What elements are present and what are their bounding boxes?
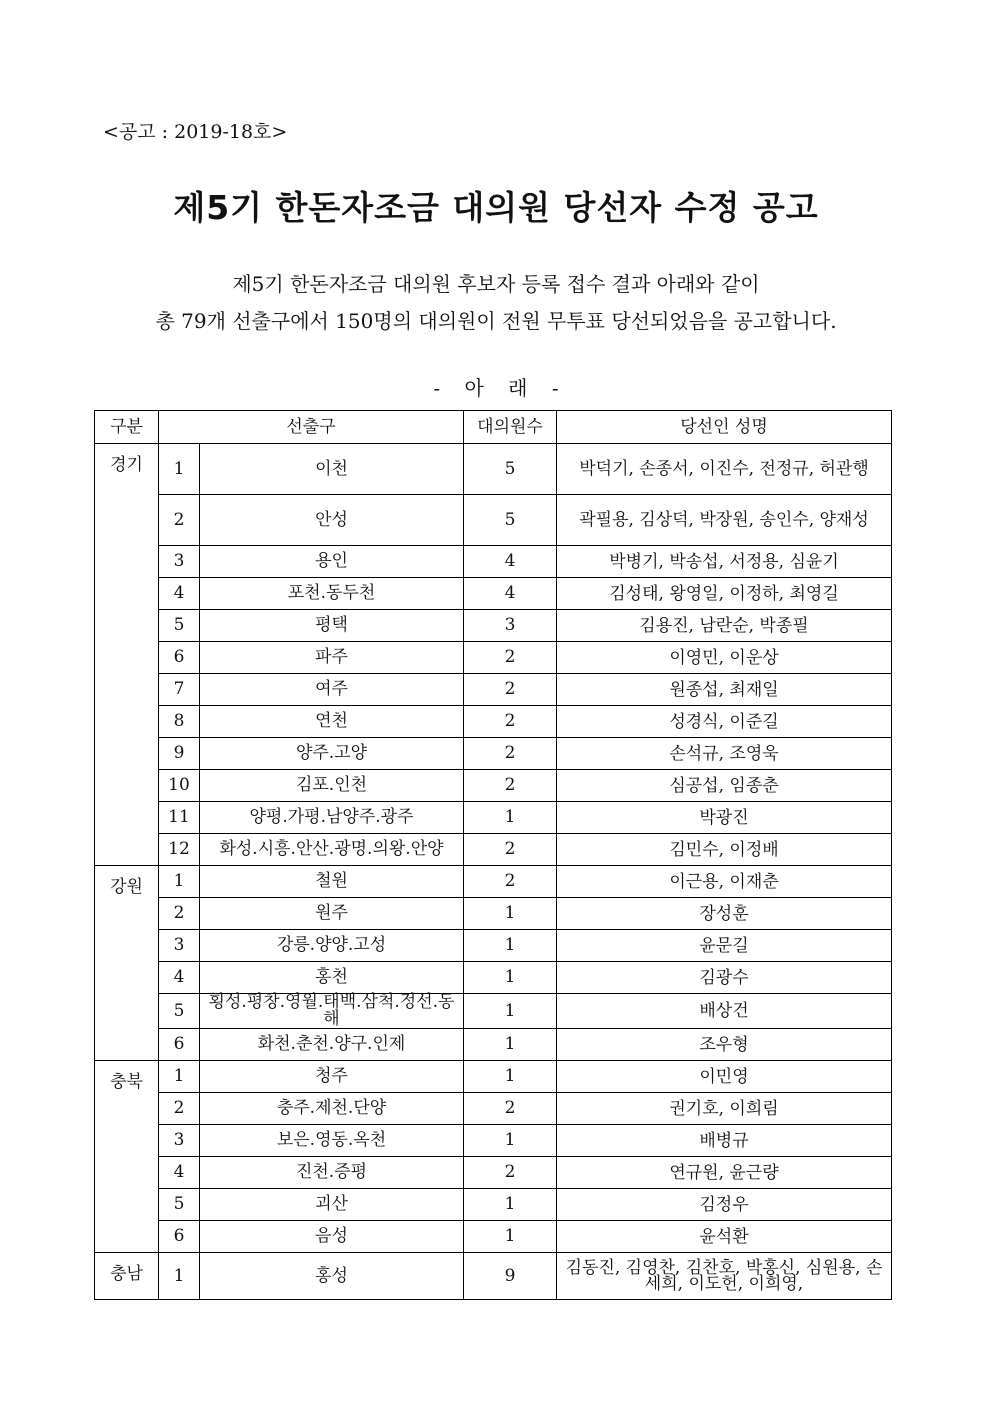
names-cell: 이민영 [557,1061,892,1093]
table-row [95,738,892,770]
row-number: 4 [159,578,200,610]
count-cell: 1 [464,1221,557,1253]
table-body [95,444,892,1300]
district-cell: 연천 [200,706,464,738]
district-cell: 진천.증평 [200,1157,464,1189]
table-row [95,495,892,546]
names-cell: 김광수 [557,962,892,994]
row-number: 8 [159,706,200,738]
table-row [95,674,892,706]
district-cell: 여주 [200,674,464,706]
header-district: 선출구 [159,411,464,444]
table-row [95,642,892,674]
count-cell: 1 [464,1029,557,1061]
row-number: 6 [159,642,200,674]
row-number: 12 [159,834,200,866]
district-cell: 화성.시흥.안산.광명.의왕.안양 [200,834,464,866]
row-number: 2 [159,495,200,546]
district-cell: 안성 [200,495,464,546]
count-cell: 5 [464,495,557,546]
count-cell: 1 [464,898,557,930]
table-row [95,866,892,898]
names-cell: 박덕기, 손종서, 이진수, 전정규, 허관행 [557,444,892,495]
district-cell: 음성 [200,1221,464,1253]
district-cell: 철원 [200,866,464,898]
names-cell: 연규원, 윤근량 [557,1157,892,1189]
count-cell: 2 [464,1093,557,1125]
names-cell: 김민수, 이정배 [557,834,892,866]
table-row [95,444,892,495]
district-cell: 보은.영동.옥천 [200,1125,464,1157]
district-cell: 원주 [200,898,464,930]
row-number: 1 [159,1061,200,1093]
count-cell: 2 [464,1157,557,1189]
table-row [95,1093,892,1125]
names-cell: 김정우 [557,1189,892,1221]
names-cell: 배병규 [557,1125,892,1157]
count-cell: 1 [464,930,557,962]
count-cell: 1 [464,962,557,994]
count-cell: 2 [464,706,557,738]
district-cell: 양평.가평.남양주.광주 [200,802,464,834]
district-cell: 용인 [200,546,464,578]
count-cell: 4 [464,578,557,610]
district-cell: 충주.제천.단양 [200,1093,464,1125]
count-cell: 2 [464,770,557,802]
document-title: 제5기 한돈자조금 대의원 당선자 수정 공고 [173,188,819,227]
table-row [95,1221,892,1253]
names-cell: 손석규, 조영욱 [557,738,892,770]
row-number: 1 [159,444,200,495]
names-cell: 박병기, 박송섭, 서정용, 심윤기 [557,546,892,578]
district-cell: 김포.인천 [200,770,464,802]
names-cell: 배상건 [557,994,892,1029]
row-number: 11 [159,802,200,834]
count-cell: 2 [464,642,557,674]
district-cell: 청주 [200,1061,464,1093]
row-number: 2 [159,1093,200,1125]
row-number: 5 [159,610,200,642]
row-number: 5 [159,1189,200,1221]
intro-line-1: 제5기 한돈자조금 대의원 후보자 등록 접수 결과 아래와 같이 [232,272,760,296]
row-number: 7 [159,674,200,706]
row-number: 3 [159,546,200,578]
count-cell: 3 [464,610,557,642]
count-cell: 1 [464,1125,557,1157]
district-cell: 횡성.평창.영월.태백.삼척.정선.동해 [200,994,464,1029]
names-cell: 권기호, 이희림 [557,1093,892,1125]
names-cell: 윤문길 [557,930,892,962]
names-cell: 박광진 [557,802,892,834]
row-number: 5 [159,994,200,1029]
table-row [95,546,892,578]
table-row [95,610,892,642]
names-cell: 심공섭, 임종춘 [557,770,892,802]
names-cell: 조우형 [557,1029,892,1061]
count-cell: 2 [464,866,557,898]
names-cell: 이근용, 이재춘 [557,866,892,898]
district-cell: 괴산 [200,1189,464,1221]
table-row [95,802,892,834]
names-cell: 원종섭, 최재일 [557,674,892,706]
names-cell: 김성태, 왕영일, 이정하, 최영길 [557,578,892,610]
table-row [95,706,892,738]
district-cell: 파주 [200,642,464,674]
names-cell: 김용진, 남란순, 박종필 [557,610,892,642]
table-row [95,834,892,866]
row-number: 9 [159,738,200,770]
count-cell: 1 [464,994,557,1029]
table-row [95,1029,892,1061]
district-cell: 포천.동두천 [200,578,464,610]
names-cell: 김동진, 김영찬, 김찬호, 박홍신, 심원용, 손세희, 이도헌, 이희영, [557,1253,892,1300]
header-count: 대의원수 [464,411,557,444]
count-cell: 4 [464,546,557,578]
intro-line-2: 총 79개 선출구에서 150명의 대의원이 전원 무투표 당선되었음을 공고합니다. [155,309,837,333]
count-cell: 1 [464,802,557,834]
district-cell: 양주.고양 [200,738,464,770]
results-table [94,410,892,1300]
count-cell: 2 [464,834,557,866]
table-header-row [95,411,892,444]
table-row [95,1061,892,1093]
row-number: 1 [159,1253,200,1300]
row-number: 4 [159,962,200,994]
names-cell: 윤석환 [557,1221,892,1253]
table-row [95,1253,892,1300]
header-names: 당선인 성명 [557,411,892,444]
count-cell: 1 [464,1189,557,1221]
table-row [95,930,892,962]
table-row [95,994,892,1029]
region-cell: 경기 [95,444,159,866]
count-cell: 2 [464,738,557,770]
row-number: 1 [159,866,200,898]
district-cell: 평택 [200,610,464,642]
district-cell: 홍성 [200,1253,464,1300]
district-cell: 강릉.양양.고성 [200,930,464,962]
below-marker: - 아 래 - [433,376,559,400]
region-cell: 충남 [95,1253,159,1300]
table-row [95,1157,892,1189]
row-number: 3 [159,1125,200,1157]
row-number: 4 [159,1157,200,1189]
district-cell: 이천 [200,444,464,495]
names-cell: 곽필용, 김상덕, 박장원, 송인수, 양재성 [557,495,892,546]
row-number: 2 [159,898,200,930]
table-row [95,962,892,994]
region-cell: 충북 [95,1061,159,1253]
table-row [95,898,892,930]
district-cell: 홍천 [200,962,464,994]
region-cell: 강원 [95,866,159,1061]
row-number: 6 [159,1221,200,1253]
count-cell: 1 [464,1061,557,1093]
names-cell: 성경식, 이준길 [557,706,892,738]
row-number: 10 [159,770,200,802]
header-division: 구분 [95,411,159,444]
count-cell: 2 [464,674,557,706]
notice-number: <공고 : 2019-18호> [103,121,288,143]
table-row [95,1189,892,1221]
district-cell: 화천.춘천.양구.인제 [200,1029,464,1061]
row-number: 3 [159,930,200,962]
count-cell: 9 [464,1253,557,1300]
table-row [95,578,892,610]
row-number: 6 [159,1029,200,1061]
names-cell: 장성훈 [557,898,892,930]
count-cell: 5 [464,444,557,495]
table-row [95,770,892,802]
names-cell: 이영민, 이운상 [557,642,892,674]
table-row [95,1125,892,1157]
